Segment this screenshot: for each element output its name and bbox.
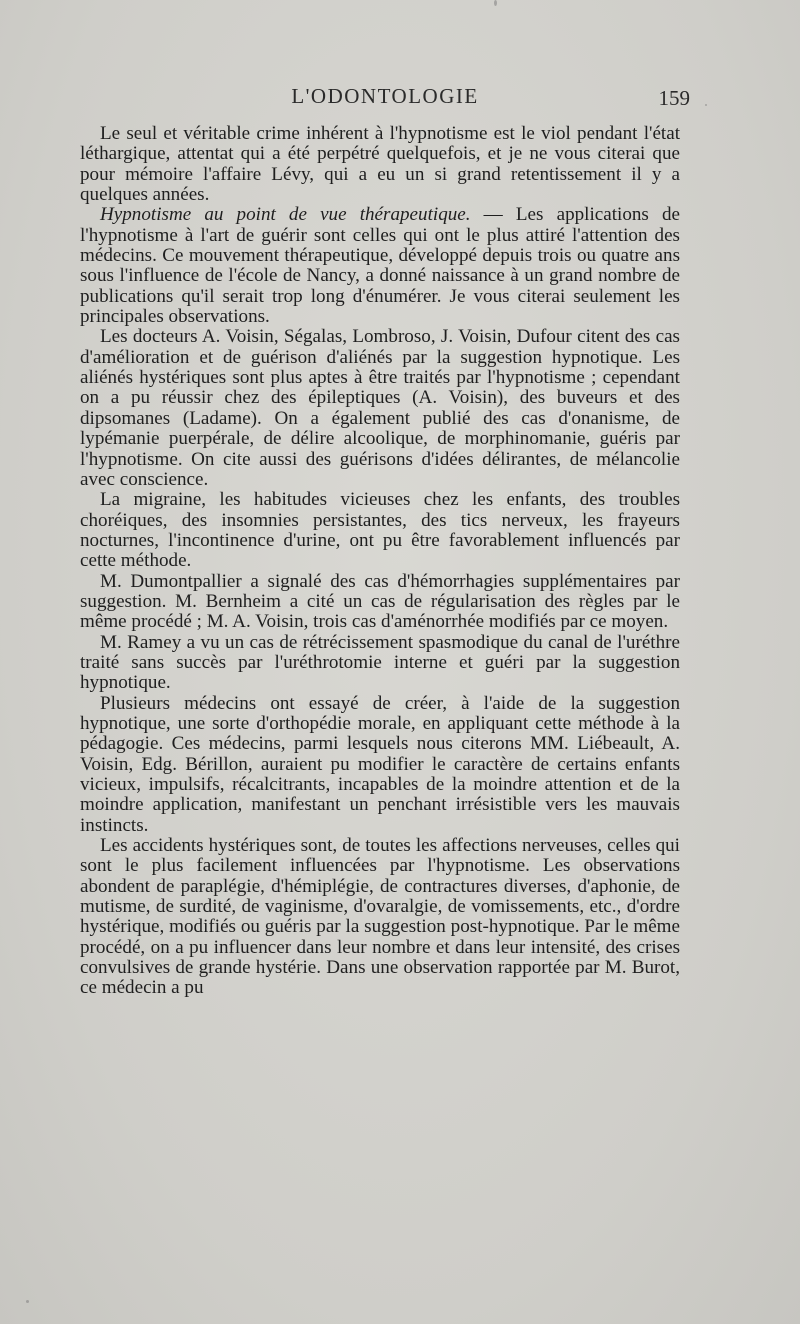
- paper-speck: [26, 1300, 29, 1303]
- paragraph-6: M. Ramey a vu un cas de rétrécissement spasmodique du canal de l'uréthre traité sans succès par l'uréthrotomie interne et guéri par la suggestion hypnotique.: [80, 631, 680, 694]
- page-header: [80, 84, 690, 114]
- running-head: L'ODONTOLOGIE: [291, 84, 479, 108]
- body-text: [80, 124, 680, 999]
- paragraph-1: Le seul et véritable crime inhérent à l'hypnotisme est le viol pendant l'état léthargique, attentat qui a été perpétré quelquefois, et je ne vous citerai que pour mémoire l'affaire Lévy, qui a eu un si grand retentissement il y a quelques années.: [80, 123, 680, 206]
- paragraph-4: La migraine, les habitudes vicieuses chez les enfants, des troubles choréiques, des insomnies persistantes, des tics nerveux, les frayeurs nocturnes, l'incontinence d'urine, ont pu être favorablement influencés par cette méthode.: [80, 489, 680, 572]
- paragraph-5: M. Dumontpallier a signalé des cas d'hémorrhagies supplémentaires par suggestion. M. Bernheim a cité un cas de régularisation des règles par le même procédé ; M. A. Voisin, trois cas d'aménorrhée modifiés par ce moyen.: [80, 570, 680, 633]
- paragraph-8: Les accidents hystériques sont, de toutes les affections nerveuses, celles qui sont le plus facilement influencées par l'hypnotisme. Les observations abondent de paraplégie, d'hémiplégie, de contractures diverses, d'aphonie, de mutisme, de surdité, de vaginisme, d'ovaralgie, de vomissements, etc., d'ordre hystérique, modifiés ou guéris par la suggestion post-hypnotique. Par le même procédé, on a pu influencer dans leur nombre et dans leur intensité, des crises convulsives de grande hystérie. Dans une observation rapportée par M. Burot, ce médecin a pu: [80, 835, 680, 999]
- section-heading-italic: Hypnotisme au point de vue thérapeutique.: [100, 204, 471, 226]
- paper-speck: [494, 0, 497, 6]
- paragraph-3: Les docteurs A. Voisin, Ségalas, Lombroso, J. Voisin, Dufour citent des cas d'amélioration et de guérison d'aliénés par la suggestion hypnotique. Les aliénés hystériques sont plus aptes à être traités par l'hypnotisme ; cependant on a pu réussir chez des épileptiques (A. Voisin), des buveurs et des dipsomanes (Ladame). On a également publié des cas d'onanisme, de lypémanie puerpérale, de délire alcoolique, de morphinomanie, guéris par l'hypnotisme. On cite aussi des guérisons d'idées délirantes, de mélancolie avec conscience.: [80, 326, 680, 490]
- paper-speck: [705, 104, 707, 106]
- paragraph-2: [80, 205, 680, 327]
- paragraph-7: Plusieurs médecins ont essayé de créer, à l'aide de la suggestion hypnotique, une sorte d'orthopédie morale, en appliquant cette méthode à la pédagogie. Ces médecins, parmi lesquels nous citerons MM. Liébeault, A. Voisin, Edg. Bérillon, auraient pu modifier le caractère de certains enfants vicieux, impulsifs, récalcitrants, incapables de la moindre attention et de la moindre application, manifestant un penchant irrésistible vers les mauvais instincts.: [80, 692, 680, 836]
- page-number: 159: [658, 86, 690, 110]
- paragraph-2-text: — Les applications de l'hypnotisme à l'art de guérir sont celles qui ont le plus attiré l'attention des médecins. Ce mouvement thérapeutique, développé depuis trois ou quatre ans sous l'influence de l'école de Nancy, a donné naissance à un grand nombre de publications qu'il serait trop long d'énumérer. Je vous citerai seulement les principales observations.: [80, 204, 681, 328]
